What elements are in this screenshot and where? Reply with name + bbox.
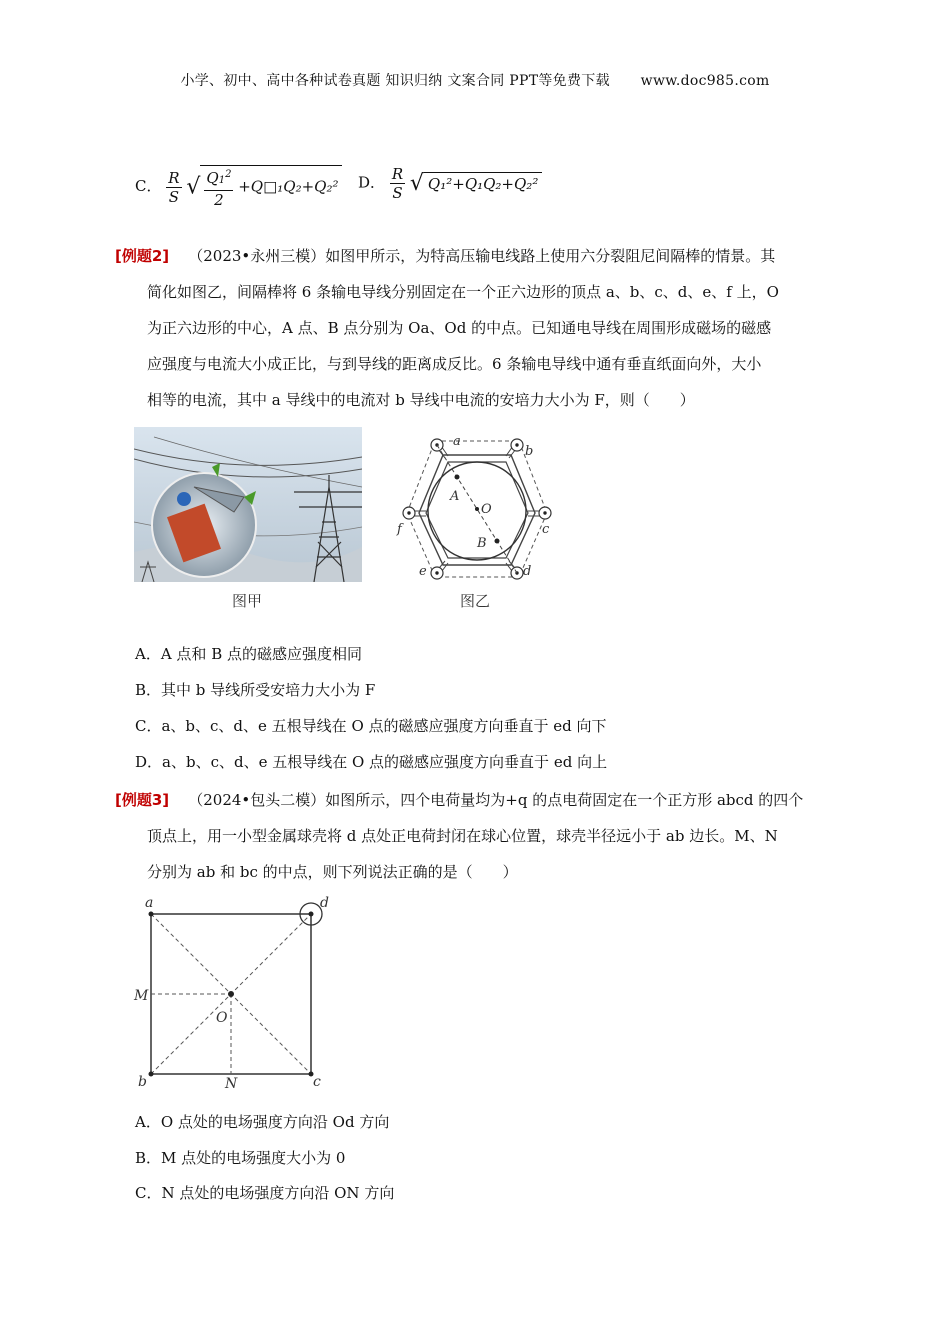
option-c-label: C．: [135, 177, 162, 195]
square-label-b: b: [138, 1074, 147, 1090]
square-label-O: O: [216, 1010, 228, 1026]
square-label-d: d: [320, 895, 329, 911]
option-c-rest: +Q□₁Q₂+Q₂²: [238, 177, 339, 196]
q2-option-a[interactable]: A．A 点和 B 点的磁感应强度相同: [135, 645, 362, 663]
frac-den: S: [168, 187, 180, 206]
page-header: [0, 70, 950, 90]
hex-label-c: c: [542, 522, 550, 537]
square-label-a: a: [145, 895, 154, 911]
radical-content-c: [200, 165, 342, 209]
q2-option-d[interactable]: D．a、b、c、d、e 五根导线在 O 点的磁感应强度方向垂直于 ed 向上: [135, 753, 608, 771]
fraction-r-s: [166, 169, 181, 206]
question-2-line: 为正六边形的中心，A 点、B 点分别为 Oa、Od 的中点。已知通电导线在周围形成磁场的磁感: [147, 319, 772, 337]
option-d-label: D．: [358, 173, 386, 192]
q2-option-b[interactable]: B．其中 b 导线所受安培力大小为 F: [135, 681, 376, 699]
question-3-tag: [例题3]: [115, 791, 170, 809]
question-3-line: （2024•包头二模）如图所示，四个电荷量均为+q 的点电荷固定在一个正方形 abcd 的四个: [188, 791, 804, 809]
square-label-M: M: [134, 988, 149, 1004]
figure-yi-hexagon: [395, 433, 560, 585]
radical-sign: √: [409, 171, 424, 196]
figure-jia-photo: [134, 427, 362, 582]
option-d-expr: Q₁²+Q₁Q₂+Q₂²: [427, 175, 539, 193]
square-label-c: c: [313, 1074, 321, 1090]
radical-content-d: [424, 172, 542, 195]
hex-label-f: f: [397, 522, 402, 537]
question-2-line: 应强度与电流大小成正比，与到导线的距离成反比。6 条输电导线中通有垂直纸面向外，大小: [147, 355, 762, 373]
figure-square-abcd: [130, 892, 340, 1092]
hex-label-A: A: [450, 489, 460, 504]
q3-option-b[interactable]: B．M 点处的电场强度大小为 0: [135, 1149, 346, 1167]
frac-num: R: [168, 168, 180, 187]
figure-yi-caption: 图乙: [460, 592, 491, 610]
frac-two: 2: [214, 191, 224, 209]
question-2-tag: [例题2]: [115, 247, 170, 265]
hex-label-e: e: [419, 564, 427, 579]
q2-option-c[interactable]: C．a、b、c、d、e 五根导线在 O 点的磁感应强度方向垂直于 ed 向下: [135, 717, 607, 735]
hex-label-d: d: [523, 564, 532, 579]
hex-label-a: a: [453, 434, 461, 449]
square-label-N: N: [225, 1076, 238, 1092]
hex-label-O: O: [481, 502, 492, 517]
header-text: 小学、初中、高中各种试卷真题 知识归纳 文案合同 PPT等免费下载: [180, 73, 610, 89]
q3-option-a[interactable]: A．O 点处的电场强度方向沿 Od 方向: [135, 1113, 390, 1131]
header-url[interactable]: www.doc985.com: [640, 73, 770, 89]
question-3-line: 分别为 ab 和 bc 的中点，则下列说法正确的是（ ）: [147, 863, 518, 881]
figure-jia-caption: 图甲: [232, 592, 263, 610]
question-2-line: 相等的电流，其中 a 导线中的电流对 b 导线中电流的安培力大小为 F，则（ ）: [147, 391, 695, 409]
question-2: [115, 238, 840, 418]
prev-option-c[interactable]: [135, 165, 342, 209]
question-3: [115, 782, 840, 890]
hex-label-B: B: [477, 536, 487, 551]
frac-num: R: [391, 165, 404, 183]
question-3-line: 顶点上，用一小型金属球壳将 d 点处正电荷封闭在球心位置，球壳半径远小于 ab 边长。M、N: [147, 827, 778, 845]
q1-symbol: Q: [206, 169, 219, 187]
fraction-q1-2: $\frac{Q1^2}{2}$: [204, 166, 233, 209]
question-2-line: 简化如图乙，间隔棒将 6 条输电导线分别固定在一个正六边形的顶点 a、b、c、d、e、f 上，O: [147, 283, 779, 301]
frac-den: S: [392, 184, 403, 202]
q3-option-c[interactable]: C．N 点处的电场强度方向沿 ON 方向: [135, 1184, 395, 1202]
prev-option-d[interactable]: [358, 165, 542, 202]
fraction-r-s-d: [390, 165, 405, 202]
hex-label-b: b: [525, 444, 534, 459]
question-2-line: （2023•永州三模）如图甲所示，为特高压输电线路上使用六分裂阻尼间隔棒的情景。其: [188, 247, 776, 265]
radical-sign: √: [186, 174, 201, 200]
